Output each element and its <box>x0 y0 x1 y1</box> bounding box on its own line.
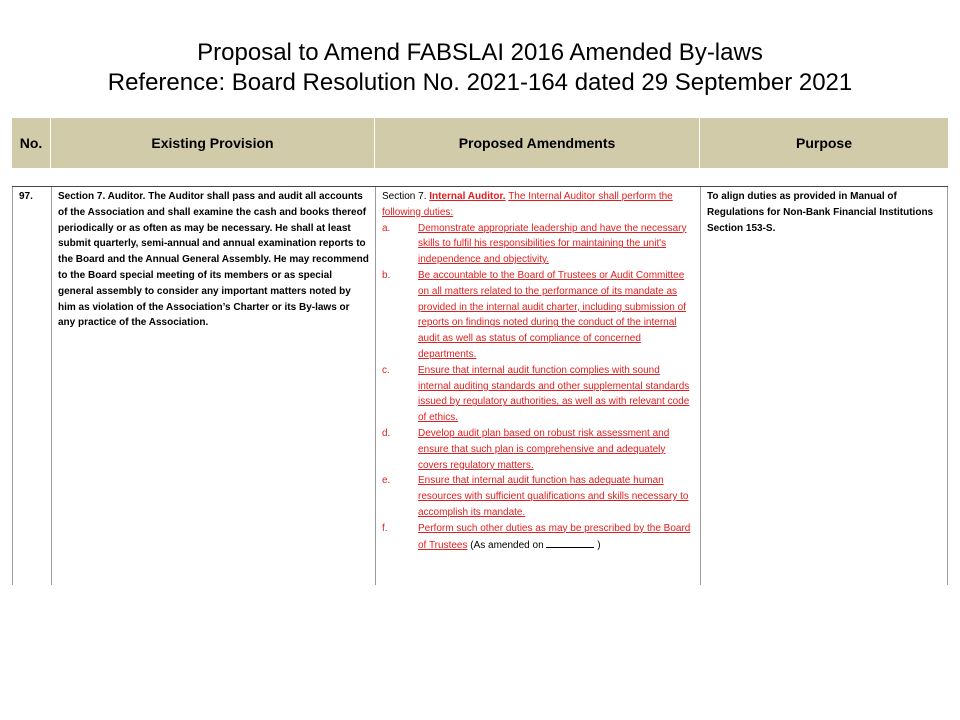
list-item <box>382 426 694 473</box>
list-item-last <box>418 521 694 554</box>
row-number: 97. <box>12 187 51 585</box>
title-line-1: Proposal to Amend FABSLAI 2016 Amended By-laws <box>197 39 763 66</box>
list-marker: c. <box>382 364 390 376</box>
list-item <box>382 473 694 520</box>
list-item-text: Demonstrate appropriate leadership and have the necessary skills to fulfil his responsibilities for maintaining the unit's independence and objectivity. <box>418 222 687 266</box>
internal-auditor-heading: Internal Auditor. <box>429 191 506 202</box>
header-no: No. <box>12 118 51 168</box>
list-marker: a. <box>382 222 391 234</box>
header-proposed-amendments: Proposed Amendments <box>375 118 700 168</box>
list-marker: b. <box>382 269 391 281</box>
amended-date-blank <box>546 537 594 548</box>
proposed-amendments-cell <box>375 187 700 585</box>
list-item-text: Develop audit plan based on robust risk assessment and ensure that such plan is comprehensive and adequately covers regulatory matters. <box>418 427 670 471</box>
existing-provision-text: Section 7. Auditor. The Auditor shall pass and audit all accounts of the Association and shall examine the cash and books thereof periodically or as often as may be necessary. He shall at least submit quarterly, semi-annual and annual examination reports to the Board and the Annual General Assembly. He may recommend to the Board special meeting of its members or as special general assembly to consider any important matters noted by him as violation of the Association’s Charter or its By-laws or any practice of the Association. <box>51 187 375 585</box>
list-item-text: Ensure that internal audit function complies with sound internal auditing standards and other supplemental standards issued by regulatory authorities, as well as with relevant code of ethics. <box>418 364 690 424</box>
header-purpose: Purpose <box>795 135 852 151</box>
list-marker: e. <box>382 475 391 487</box>
proposed-intro-text: The Internal Auditor shall perform the following duties: <box>382 191 673 218</box>
slide-title <box>0 38 960 98</box>
list-item <box>382 221 694 268</box>
purpose-text: To align duties as provided in Manual of Regulations for Non-Bank Financial Institutions Section 153-S. <box>700 187 948 585</box>
list-item <box>382 521 694 554</box>
amended-note-suffix: ) <box>597 539 601 551</box>
list-marker: d. <box>382 427 391 439</box>
header-existing-provision: Existing Provision <box>51 118 375 168</box>
list-item-text: Ensure that internal audit function has adequate human resources with sufficient qualifications and skills necessary to accomplish its mandate. <box>418 475 689 518</box>
list-marker: f. <box>382 522 388 534</box>
table-header <box>12 118 948 168</box>
section-label: Section 7. <box>382 191 427 202</box>
list-item-text: Perform such other duties as may be prescribed by the Board of Trustees <box>418 522 691 551</box>
list-item-text: Be accountable to the Board of Trustees or Audit Committee on all matters related to the performance of its mandate as provided in the internal audit charter, including submission of reports on findings noted during the conduct of the internal audit as well as status of compliance of concerned departments. <box>418 269 686 360</box>
list-item <box>382 363 694 426</box>
proposed-intro <box>382 189 694 221</box>
amended-note-prefix: (As amended on <box>470 539 544 551</box>
title-line-2: Reference: Board Resolution No. 2021-164 dated 29 September 2021 <box>107 69 853 96</box>
table-row <box>12 186 948 585</box>
list-item <box>382 268 694 363</box>
